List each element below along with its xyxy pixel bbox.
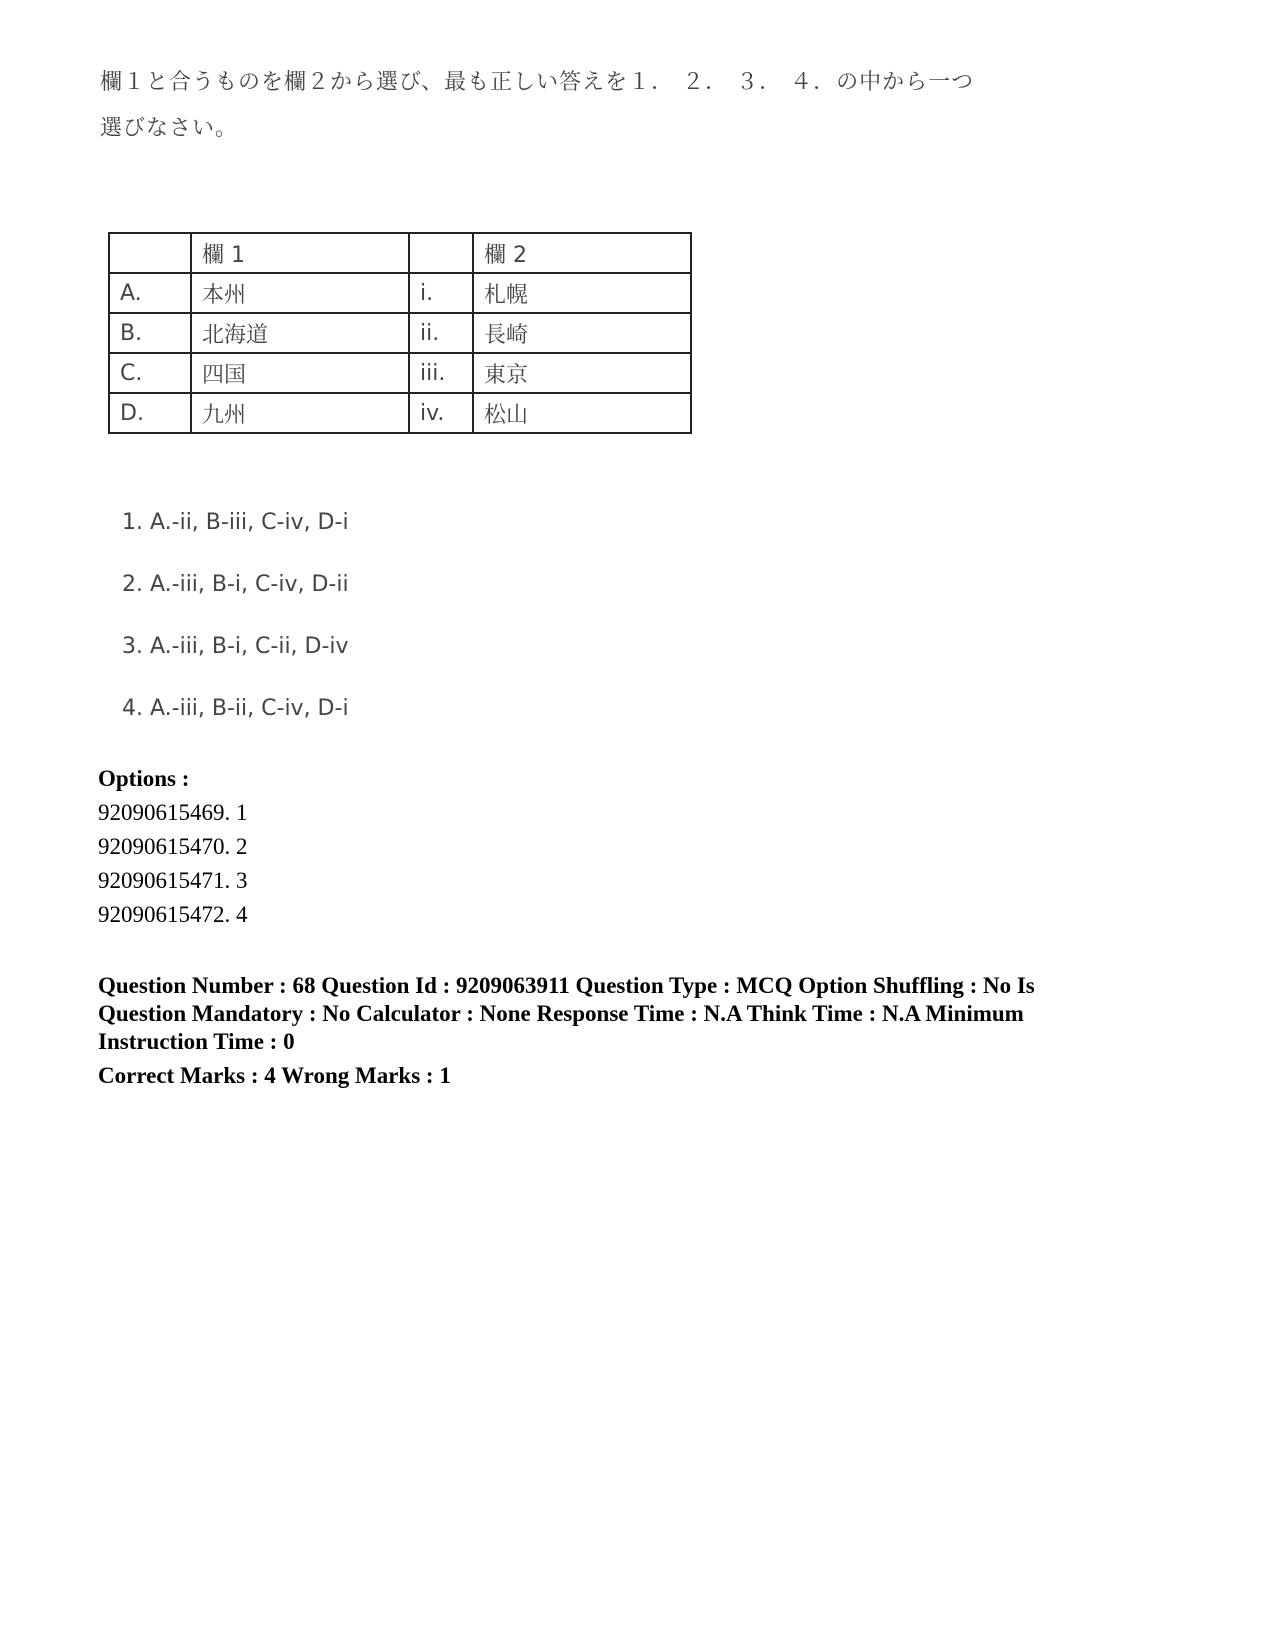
table-header-row — [109, 233, 691, 273]
question-details: Question Number : 68 Question Id : 9209063911 Question Type : MCQ Option Shuffling : No Is Question Mandatory : No Calculator : None Response Time : N.A Think Time : N.A Minimum Instruction Time : 0 — [98, 973, 1035, 1054]
table-cell: 北海道 — [191, 313, 409, 353]
question-meta — [98, 972, 1128, 1090]
table-row — [109, 393, 691, 433]
answer-choice: 3. A.-iii, B-i, C-ii, D-iv — [122, 634, 349, 659]
column-1-header: 欄 1 — [191, 233, 409, 273]
answer-choices — [122, 508, 349, 756]
option-item: 92090615470. 2 — [98, 834, 248, 859]
table-cell: iii. — [409, 353, 473, 393]
answer-choice: 2. A.-iii, B-i, C-iv, D-ii — [122, 572, 349, 597]
table-cell: 長崎 — [473, 313, 691, 353]
question-image — [100, 60, 1000, 721]
table-cell: iv. — [409, 393, 473, 433]
matching-table — [108, 232, 692, 434]
option-item: 92090615472. 4 — [98, 902, 248, 927]
table-cell: 九州 — [191, 393, 409, 433]
table-cell: 本州 — [191, 273, 409, 313]
option-item: 92090615471. 3 — [98, 868, 248, 893]
question-prompt: 欄１と合うものを欄２から選び、最も正しい答えを１． ２． ３． ４．の中から一つ選びなさい。 — [100, 70, 975, 141]
table-row — [109, 273, 691, 313]
table-cell: B. — [109, 313, 191, 353]
table-cell: 松山 — [473, 393, 691, 433]
table-cell: 四国 — [191, 353, 409, 393]
column-2-header: 欄 2 — [473, 233, 691, 273]
table-cell: i. — [409, 273, 473, 313]
options-section — [98, 762, 248, 932]
table-row — [109, 353, 691, 393]
table-cell: 札幌 — [473, 273, 691, 313]
table-cell: C. — [109, 353, 191, 393]
table-row — [109, 313, 691, 353]
table-cell — [109, 233, 191, 273]
options-heading: Options : — [98, 766, 190, 791]
table-cell — [409, 233, 473, 273]
table-cell: 東京 — [473, 353, 691, 393]
table-cell: A. — [109, 273, 191, 313]
table-cell: ii. — [409, 313, 473, 353]
answer-choice: 1. A.-ii, B-iii, C-iv, D-i — [122, 510, 349, 535]
marks-line: Correct Marks : 4 Wrong Marks : 1 — [98, 1063, 451, 1088]
answer-choice: 4. A.-iii, B-ii, C-iv, D-i — [122, 696, 349, 721]
option-item: 92090615469. 1 — [98, 800, 248, 825]
table-cell: D. — [109, 393, 191, 433]
